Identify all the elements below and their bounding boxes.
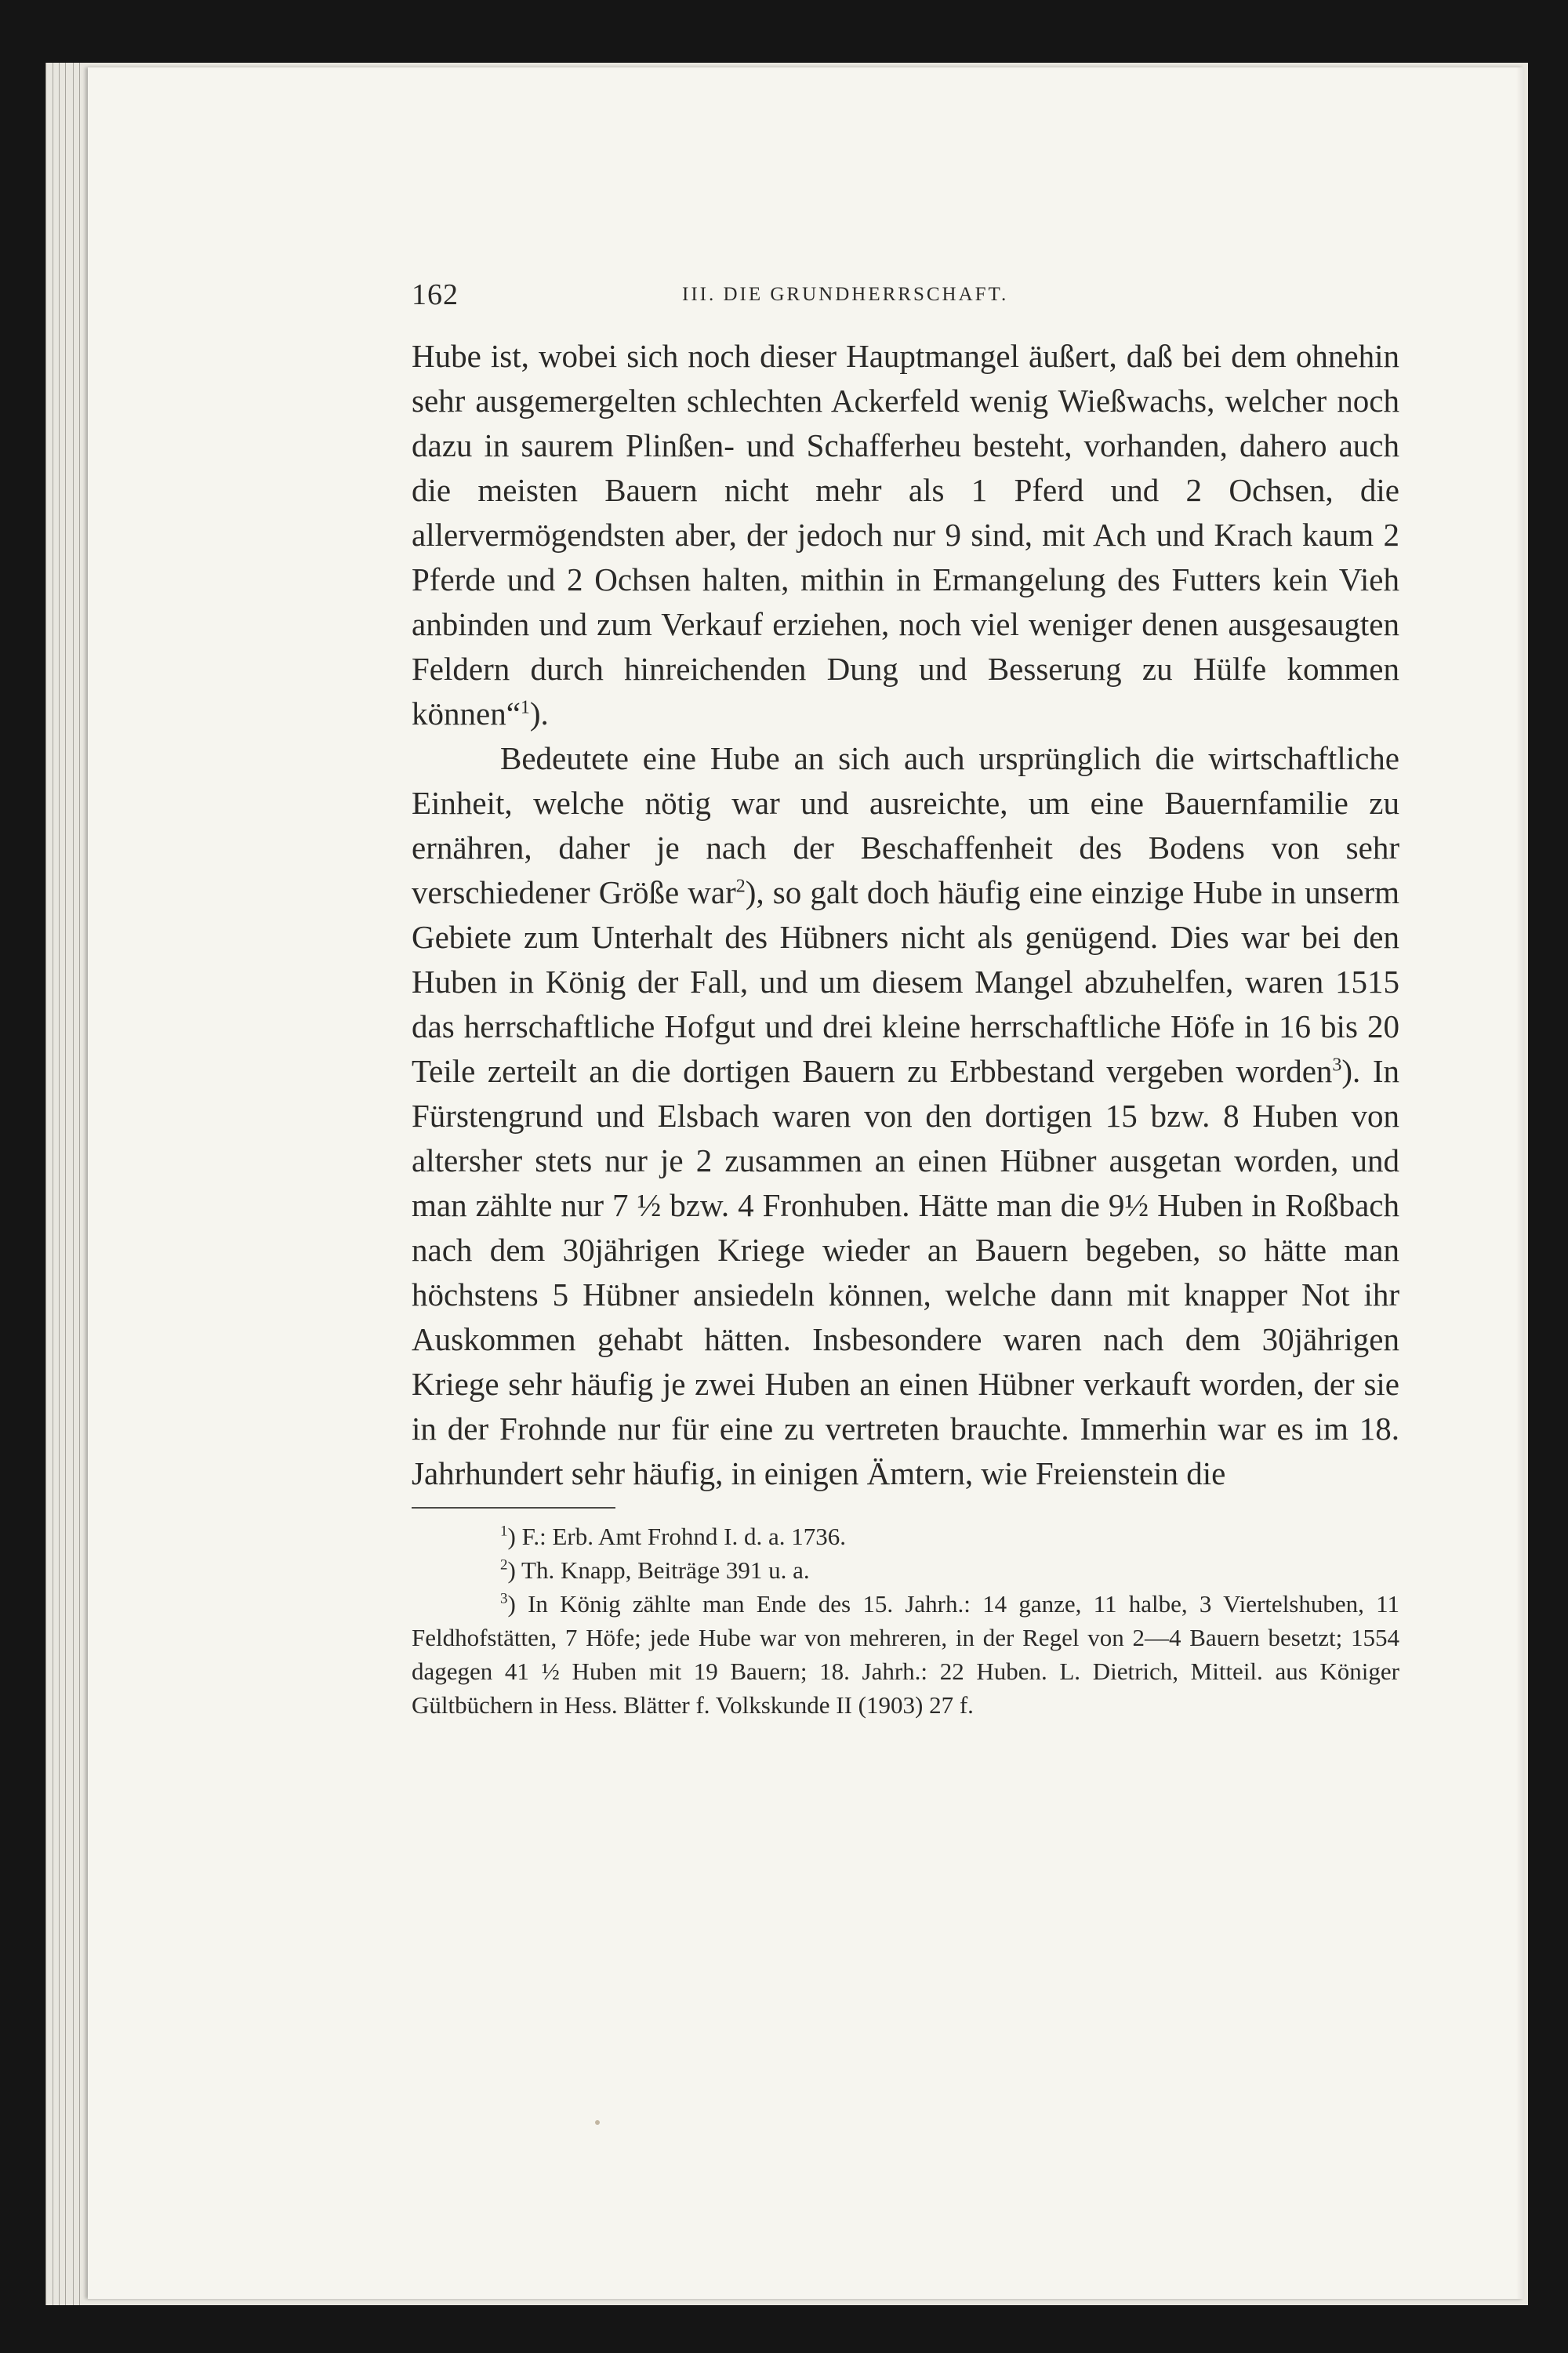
footnote-text: ) In König zählte man Ende des 15. Jahrh.: 14 ganze, 11 halbe, 3 Viertelshuben, 11 Feldhofstätten, 7 Höfe; jede Hube war von mehreren, in der Regel von 2—4 Bauern besetzt; 1554 dagegen 41 ½ Huben mit 19 Bauern; 18. Jahrh.: 22 Huben. L. Dietrich, Mitteil. aus Königer Gültbüchern in Hess. Blätter f. Volkskunde II (1903) 27 f. bbox=[412, 1590, 1399, 1719]
footnote-mark: 2 bbox=[500, 1556, 508, 1574]
paragraph-text: ), so galt doch häufig eine einzige Hube in unserm Gebiete zum Unterhalt des Hübners nicht als genügend. Dies war bei den Huben in König der Fall, und um diesem Mangel abzuhelfen, waren 1515 das herrschaftliche Hofgut und drei kleine herrschaftliche Höfe in 16 bis 20 Teile zerteilt an die dortigen Bauern zu Erbbestand vergeben worden bbox=[412, 874, 1399, 1089]
page-edge bbox=[65, 63, 66, 2305]
body-text bbox=[412, 334, 1399, 1496]
page-edge bbox=[59, 63, 60, 2305]
footnote-mark: 3 bbox=[500, 1590, 508, 1607]
page-gutter-shadow bbox=[1516, 67, 1524, 2299]
footnote-text: ) Th. Knapp, Beiträge 391 u. a. bbox=[507, 1556, 810, 1584]
footnote-divider bbox=[412, 1507, 615, 1509]
paragraph bbox=[412, 736, 1399, 1496]
paragraph bbox=[412, 334, 1399, 736]
paper-speck bbox=[595, 2120, 600, 2125]
page-header bbox=[412, 274, 1399, 318]
page-edge bbox=[73, 63, 74, 2305]
footnote bbox=[412, 1587, 1399, 1722]
footnote-mark: 1 bbox=[500, 1523, 508, 1540]
footnote-ref[interactable]: 1 bbox=[520, 697, 530, 718]
footnote bbox=[412, 1520, 1399, 1553]
footnotes bbox=[412, 1520, 1399, 1722]
footnote-ref[interactable]: 2 bbox=[735, 876, 746, 897]
page-number: 162 bbox=[412, 278, 459, 311]
paragraph-text: ). In Fürstengrund und Elsbach waren von den dortigen 15 bzw. 8 Huben von altersher stets nur je 2 zusammen an einen Hübner ausgetan worden, und man zählte nur 7 ½ bzw. 4 Fronhuben. Hätte man die 9½ Huben in Roßbach nach dem 30jährigen Kriege wieder an Bauern begeben, so hätte man höchstens 5 Hübner ansiedeln können, welche dann mit knapper Not ihr Auskommen gehabt hätten. Insbesondere waren nach dem 30jährigen Kriege sehr häufig je zwei Huben an einen Hübner verkauft worden, der sie in der Frohnde nur für eine zu vertreten brauchte. Immerhin war es im 18. Jahrhundert sehr häufig, in einigen Ämtern, wie Freienstein die bbox=[412, 1053, 1399, 1491]
page-content bbox=[412, 274, 1399, 1722]
paragraph-text: Hube ist, wobei sich noch dieser Hauptmangel äußert, daß bei dem ohnehin sehr ausgemergelten schlechten Ackerfeld wenig Wießwachs, welcher noch dazu in saurem Plinßen- und Schafferheu besteht, vorhanden, dahero auch die meisten Bauern nicht mehr als 1 Pferd und 2 Ochsen, die allervermögendsten aber, der jedoch nur 9 sind, mit Ach und Krach kaum 2 Pferde und 2 Ochsen halten, mithin in Ermangelung des Futters kein Vieh anbinden und zum Verkauf erziehen, noch viel weniger denen ausgesaugten Feldern durch hinreichenden Dung und Besserung zu Hülfe kommen können“ bbox=[412, 338, 1399, 732]
footnote-text: ) F.: Erb. Amt Frohnd I. d. a. 1736. bbox=[507, 1523, 847, 1550]
running-head: III. DIE GRUNDHERRSCHAFT. bbox=[682, 284, 1009, 305]
paragraph-text: ). bbox=[529, 695, 549, 732]
footnote bbox=[412, 1553, 1399, 1587]
page-edge bbox=[79, 63, 80, 2305]
footnote-ref[interactable]: 3 bbox=[1332, 1055, 1342, 1076]
paragraph-text: Bedeutete eine Hube an sich auch ursprünglich die wirtschaftliche Einheit, welche nötig war und ausreichte, um eine Bauernfamilie zu ernähren, daher je nach der Beschaffenheit des Bodens von sehr verschiedener Größe war bbox=[412, 740, 1399, 910]
